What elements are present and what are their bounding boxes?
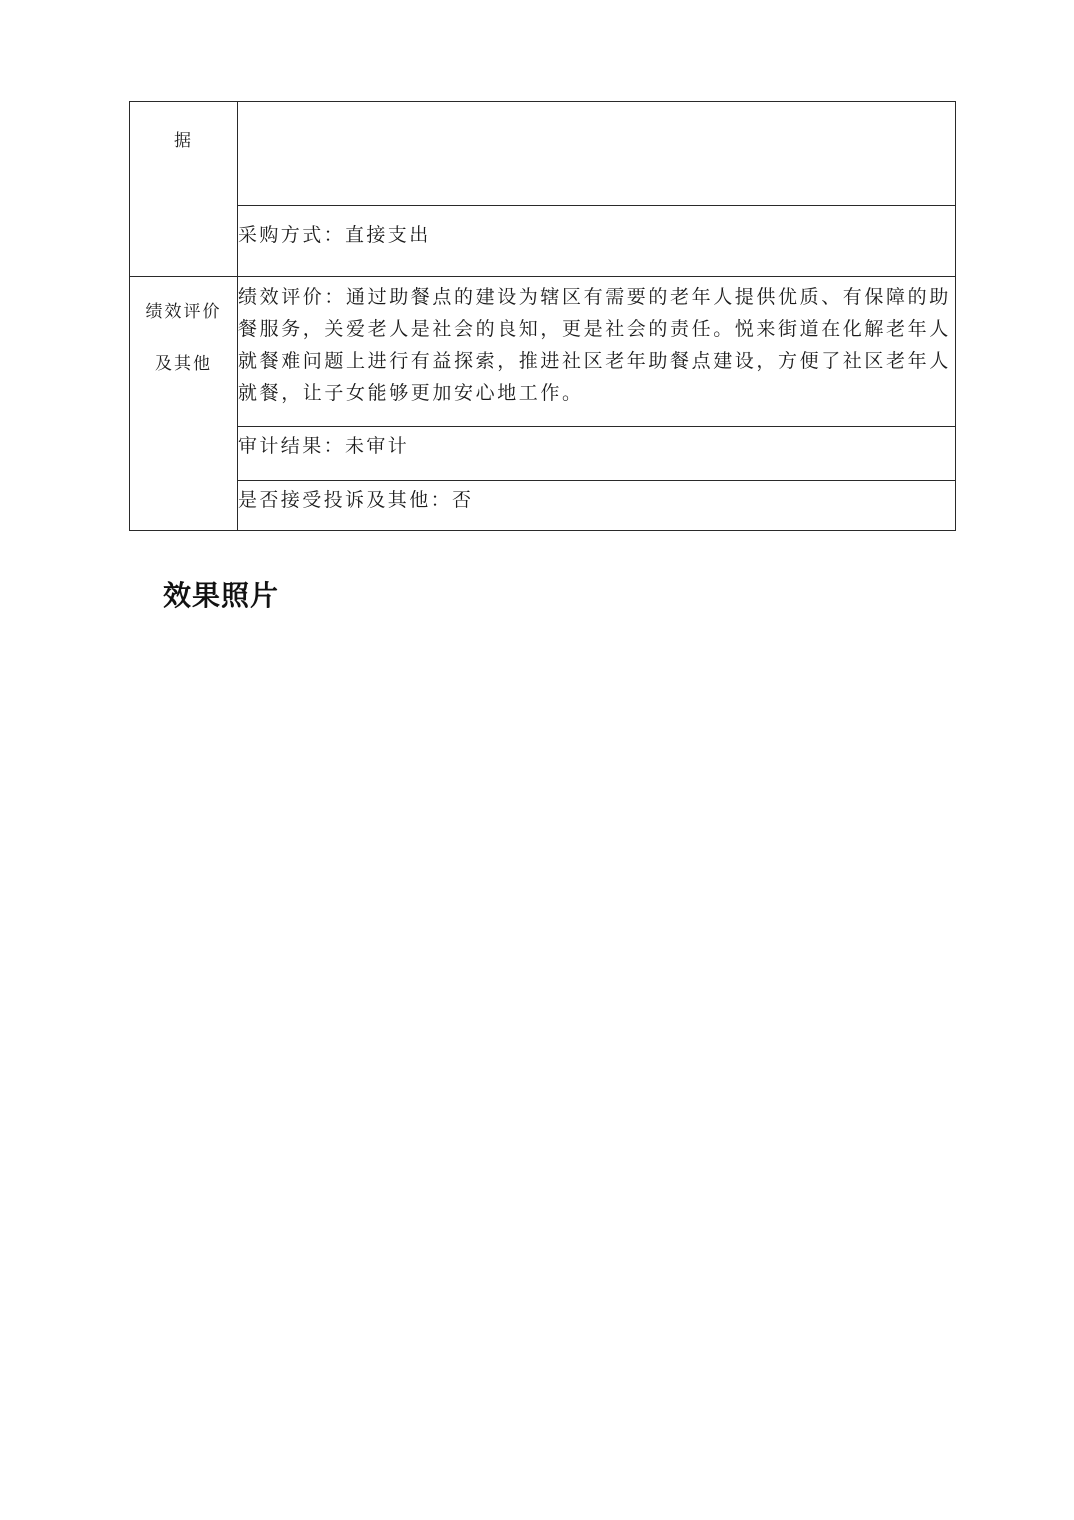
evaluation-text-cell	[238, 277, 956, 427]
basis-label: 据	[174, 131, 193, 151]
evaluation-label-cell	[130, 277, 238, 531]
table-row	[130, 481, 956, 531]
purchase-method-cell	[238, 206, 956, 277]
basis-label-cell	[130, 102, 238, 277]
audit-result-cell	[238, 427, 956, 481]
basis-content-cell	[238, 102, 956, 206]
table-row	[130, 277, 956, 427]
audit-result-text: 审计结果：未审计	[238, 435, 410, 457]
table-row	[130, 427, 956, 481]
table-row	[130, 206, 956, 277]
project-info-table	[129, 101, 956, 531]
table-row	[130, 102, 956, 206]
evaluation-label-line2: 及其他	[155, 354, 212, 374]
purchase-method-text: 采购方式：直接支出	[238, 224, 431, 246]
evaluation-label-line1: 绩效评价	[145, 302, 222, 322]
complaint-text: 是否接受投诉及其他：否	[238, 489, 474, 511]
section-heading: 效果照片	[163, 579, 280, 612]
evaluation-text: 绩效评价：通过助餐点的建设为辖区有需要的老年人提供优质、有保障的助餐服务，关爱老人是社会的良知，更是社会的责任。悦来街道在化解老年人就餐难问题上进行有益探索，推进社区老年助餐点建设，方便了社区老年人就餐，让子女能够更加安心地工作。	[238, 286, 951, 404]
complaint-cell	[238, 481, 956, 531]
